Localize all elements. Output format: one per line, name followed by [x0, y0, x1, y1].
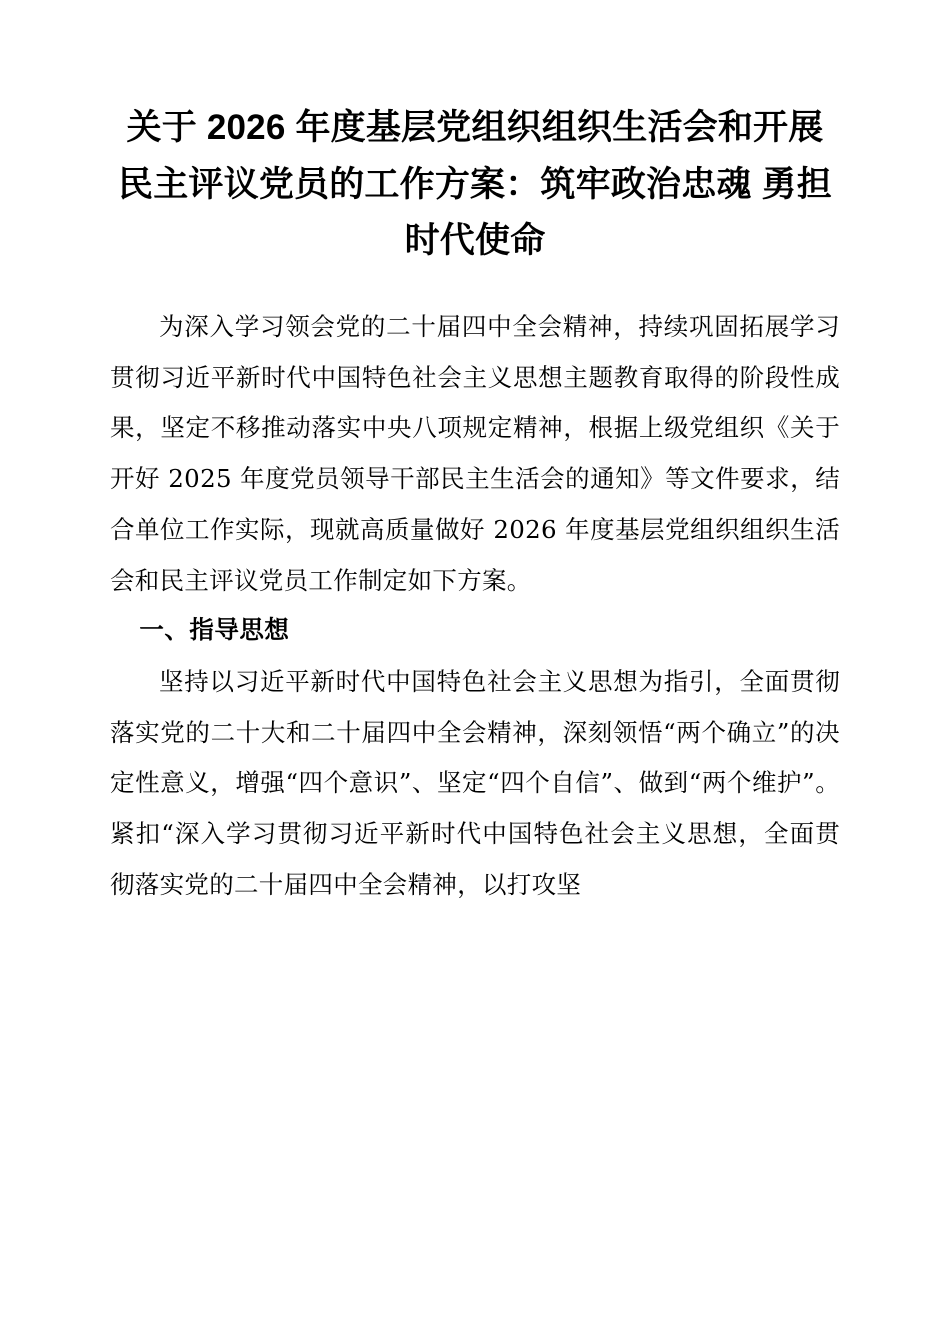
page-title: 关于 2026 年度基层党组织组织生活会和开展民主评议党员的工作方案：筑牢政治忠魂 勇担时代使命	[118, 108, 832, 261]
paragraph-guiding-thought: 坚持以习近平新时代中国特色社会主义思想为指引，全面贯彻落实党的二十大和二十届四中全会精神，深刻领悟“两个确立”的决定性意义，增强“四个意识”、坚定“四个自信”、做到“两个维护”。紧扣“深入学习贯彻习近平新时代中国特色社会主义思想，全面贯彻落实党的二十届四中全会精神，以打攻坚	[110, 666, 840, 899]
title-spacer	[110, 276, 840, 302]
paragraph-intro: 为深入学习领会党的二十届四中全会精神，持续巩固拓展学习贯彻习近平新时代中国特色社会主义思想主题教育取得的阶段性成果，坚定不移推动落实中央八项规定精神，根据上级党组织《关于开好 2025 年度党员领导干部民主生活会的通知》等文件要求，结合单位工作实际，现就高质量做好 2026 年度基层党组织组织生活会和民主评议党员工作制定如下方案。	[110, 312, 840, 595]
section-heading-1: 一、指导思想	[139, 617, 290, 645]
